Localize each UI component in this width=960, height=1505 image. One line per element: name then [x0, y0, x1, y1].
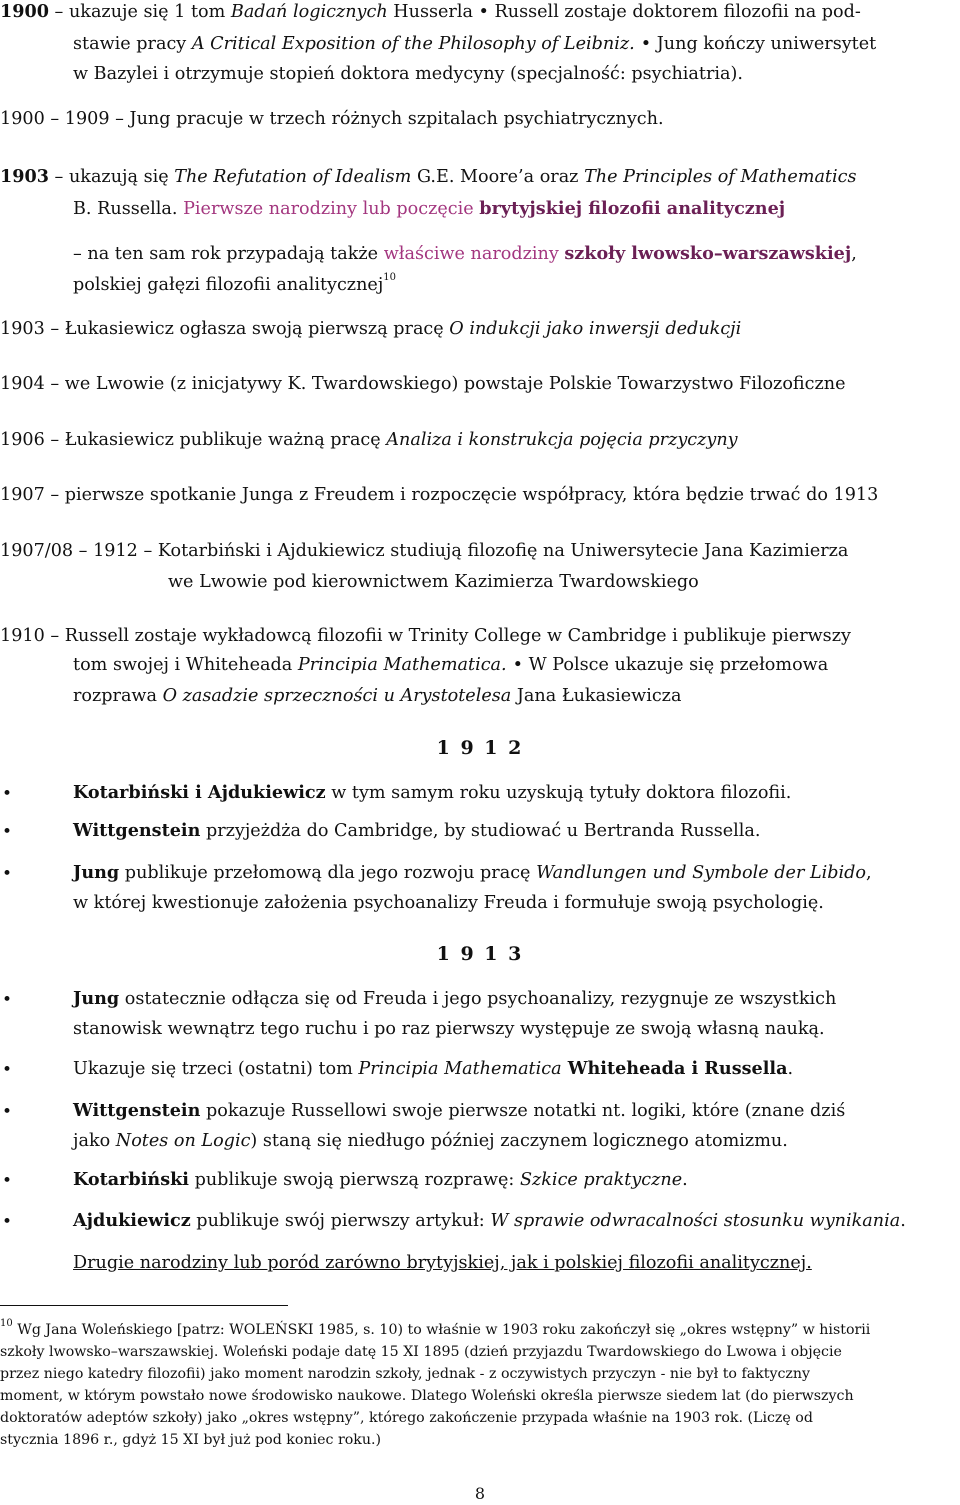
section-heading-1913: 1 9 1 3	[436, 943, 524, 965]
entry-1903-line1: 1903 – ukazują się The Refutation of Idealism G.E. Moore’a oraz The Principles of Mathematics	[0, 166, 857, 187]
entry-1900-line1: 1900 – ukazuje się 1 tom Badań logicznych Husserla • Russell zostaje doktorem filozofii na pod-	[0, 1, 861, 22]
bullet-icon: •	[2, 822, 13, 842]
bullet-icon: •	[640, 34, 652, 54]
entry-1910-line2: tom swojej i Whiteheada Principia Mathematica. • W Polsce ukazuje się przełomowa	[73, 655, 829, 675]
bullet-icon: •	[2, 864, 13, 884]
year-label: 1903	[0, 166, 49, 187]
footnote-divider	[0, 1305, 288, 1306]
entry-1900-line3: w Bazylei i otrzymuje stopień doktora medycyny (specjalność: psychiatria).	[73, 64, 743, 84]
footnote-ref: 10	[383, 272, 397, 283]
bullet-icon: •	[2, 784, 13, 804]
bullet-icon: •	[2, 1102, 13, 1122]
entry-1903-lukasiewicz: 1903 – Łukasiewicz ogłasza swoją pierwszą pracę O indukcji jako inwersji dedukcji	[0, 319, 742, 339]
footnote-mark: 10	[0, 1318, 13, 1329]
list-item: Ukazuje się trzeci (ostatni) tom Principia Mathematica Whiteheada i Russella.	[73, 1058, 794, 1079]
entry-1900-1909: 1900 – 1909 – Jung pracuje w trzech różnych szpitalach psychiatrycznych.	[0, 109, 664, 129]
list-item-continuation: jako Notes on Logic) staną się niedługo później zaczynem logicznego atomizmu.	[73, 1131, 788, 1151]
entry-1910-line3: rozprawa O zasadzie sprzeczności u Arystotelesa Jana Łukasiewicza	[73, 686, 682, 706]
section-heading-1912: 1 9 1 2	[436, 737, 524, 759]
conclusion-text: Drugie narodziny lub poród zarówno brytyjskiej, jak i polskiej filozofii analitycznej.	[73, 1253, 812, 1273]
entry-1903-line2: B. Russella. Pierwsze narodziny lub poczęcie brytyjskiej filozofii analitycznej	[73, 198, 786, 219]
entry-1910-line1: 1910 – Russell zostaje wykładowcą filozofii w Trinity College w Cambridge i publikuje pierwszy	[0, 626, 851, 646]
list-item: Kotarbiński i Ajdukiewicz w tym samym roku uzyskują tytuły doktora filozofii.	[73, 782, 792, 803]
bullet-icon: •	[2, 1060, 13, 1080]
bullet-icon: •	[2, 990, 13, 1010]
page-number: 8	[474, 1484, 486, 1503]
bullet-icon: •	[512, 655, 524, 675]
list-item-continuation: stanowisk wewnątrz tego ruchu i po raz pierwszy występuje ze swoją własną nauką.	[73, 1019, 825, 1039]
bullet-icon: •	[2, 1171, 13, 1191]
entry-1903-lwow-line2: polskiej gałęzi filozofii analitycznej$^{10}$	[73, 272, 397, 295]
list-item-continuation: w której kwestionuje założenia psychoanalizy Freuda i formułuje swoją psychologię.	[73, 893, 824, 913]
entry-1906: 1906 – Łukasiewicz publikuje ważną pracę Analiza i konstrukcja pojęcia przyczyny	[0, 430, 738, 450]
bullet-icon: •	[478, 2, 489, 22]
entry-1903-lwow-line1: – na ten sam rok przypadają także właściwe narodziny szkoły lwowsko–warszawskiej,	[73, 243, 857, 264]
bullet-icon: •	[2, 1212, 13, 1232]
entry-1907-08-line1: 1907/08 – 1912 – Kotarbiński i Ajdukiewicz studiują filozofię na Uniwersytecie Jana Kazimierza	[0, 541, 849, 561]
list-item: Jung publikuje przełomową dla jego rozwoju pracę Wandlungen und Symbole der Libido,	[73, 862, 872, 883]
year-label: 1900	[0, 1, 49, 22]
footnote: $^{10}$ Wg Jana Woleńskiego [patrz: WOLEŃSKI 1985, s. 10) to właśnie w 1903 roku zakończył się „okres wstępny” w historii szkoły lwowsko–warszawskiej. Woleński podaje datę 15 XI 1895 (dzień przyjazdu Twardowskiego do Lwowa i objęcie przez niego katedry filozofii) jako moment narodzin szkoły, jednak - z oczywistych przyczyn - nie był to faktyczny moment, w którym powstało nowe środowisko naukowe. Dlatego Woleński określa pierwsze siedem lat (do pierwszych doktoratów adeptów szkoły) jako „okres wstępny”, którego zakończenie przypada właśnie na 1903 rok. (Liczę od stycznia 1896 r., gdyż 15 XI był już pod koniec roku.)	[0, 1318, 871, 1448]
entry-1907-08-line2: we Lwowie pod kierownictwem Kazimierza Twardowskiego	[168, 572, 699, 592]
entry-1904: 1904 – we Lwowie (z inicjatywy K. Twardowskiego) powstaje Polskie Towarzystwo Filozoficzne	[0, 374, 846, 394]
entry-1907: 1907 – pierwsze spotkanie Junga z Freudem i rozpoczęcie współpracy, która będzie trwać do 1913	[0, 485, 879, 505]
list-item: Wittgenstein pokazuje Russellowi swoje pierwsze notatki nt. logiki, które (znane dziś	[73, 1100, 846, 1121]
list-item: Kotarbiński publikuje swoją pierwszą rozprawę: Szkice praktyczne.	[73, 1169, 688, 1190]
list-item: Ajdukiewicz publikuje swój pierwszy artykuł: W sprawie odwracalności stosunku wynikania.	[73, 1210, 906, 1231]
list-item: Wittgenstein przyjeżdża do Cambridge, by studiować u Bertranda Russella.	[73, 820, 761, 841]
entry-1900-line2: stawie pracy A Critical Exposition of the Philosophy of Leibniz. • Jung kończy uniwersytet	[73, 34, 877, 54]
list-item: Jung ostatecznie odłącza się od Freuda i jego psychoanalizy, rezygnuje ze wszystkich	[73, 988, 837, 1009]
